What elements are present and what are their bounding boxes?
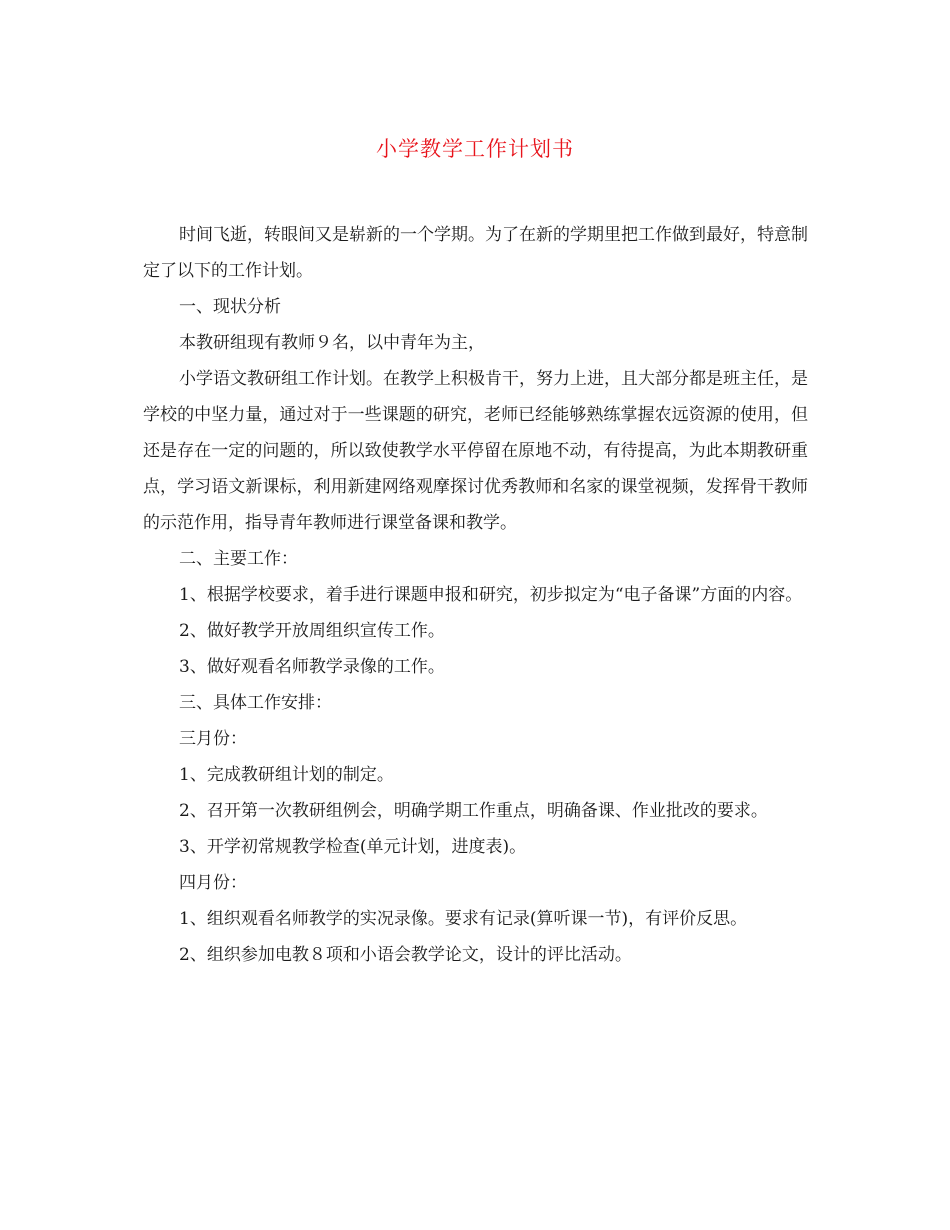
list-item: 1、完成教研组计划的制定。	[179, 765, 394, 785]
paragraph-staff: 本教研组现有教师９名，以中青年为主，	[179, 333, 485, 353]
list-item: 3、做好观看名师教学录像的工作。	[179, 657, 445, 677]
section-heading-schedule: 三、具体工作安排：	[179, 693, 332, 713]
month-heading-march: 三月份：	[179, 729, 247, 749]
list-item: 3、开学初常规教学检查(单元计划，进度表)。	[179, 837, 527, 857]
paragraph-intro: 时间飞逝，转眼间又是崭新的一个学期。为了在新的学期里把工作做到最好，特意制定了以下的工作计划。	[143, 225, 808, 281]
list-item: 1、组织观看名师教学的实况录像。要求有记录(算听课一节)，有评价反思。	[179, 909, 748, 929]
section-heading-main-work: 二、主要工作：	[179, 549, 298, 569]
paragraph-analysis: 小学语文教研组工作计划。在教学上积极肯干，努力上进，且大部分都是班主任，是学校的中坚力量，通过对于一些课题的研究，老师已经能够熟练掌握农远资源的使用，但还是存在一定的问题的，所以致使教学水平停留在原地不动，有待提高，为此本期教研重点，学习语文新课标，利用新建网络观摩探讨优秀教师和名家的课堂视频，发挥骨干教师的示范作用，指导青年教师进行课堂备课和教学。	[143, 369, 808, 533]
month-heading-april: 四月份：	[179, 873, 247, 893]
list-item: 2、做好教学开放周组织宣传工作。	[179, 621, 445, 641]
list-item: 2、召开第一次教研组例会，明确学期工作重点，明确备课、作业批改的要求。	[179, 801, 768, 821]
section-heading-status: 一、现状分析	[179, 297, 281, 317]
document-title: 小学教学工作计划书	[376, 137, 574, 161]
list-item: 1、根据学校要求，着手进行课题申报和研究，初步拟定为“电子备课”方面的内容。	[179, 585, 803, 605]
document-body	[143, 217, 808, 973]
list-item: 2、组织参加电教８项和小语会教学论文，设计的评比活动。	[179, 945, 632, 965]
